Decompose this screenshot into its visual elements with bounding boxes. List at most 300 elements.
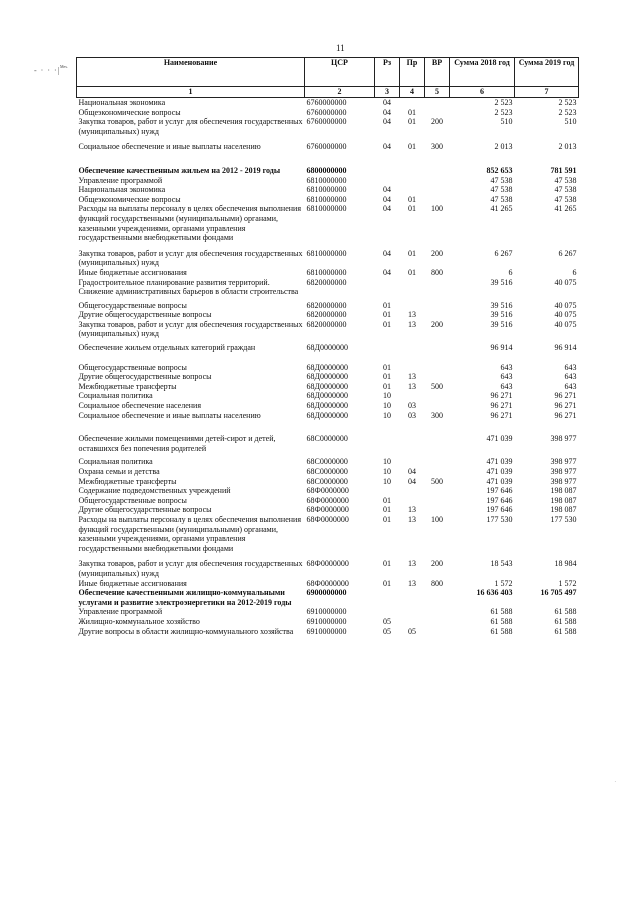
row-sum-2019: 47 538: [554, 175, 577, 185]
table-row: [77, 453, 579, 467]
table-row: [77, 108, 579, 118]
row-code: 68Д0000000: [306, 401, 348, 411]
row-pr: [400, 486, 425, 496]
row-sum-2019: 96 271: [554, 391, 577, 401]
row-code: 6760000000: [306, 142, 347, 152]
row-name: Межбюджетные трансферты: [78, 476, 177, 486]
row-sum-2018: 47 538: [490, 185, 513, 195]
table-row: [77, 477, 579, 487]
page-number: 11: [336, 43, 345, 53]
row-vr: 300: [431, 142, 443, 152]
table-row: [77, 243, 579, 268]
row-code: 68Д0000000: [306, 391, 348, 401]
row-sum-2018: 16 636 403: [476, 588, 513, 598]
row-sum-2019: 47 538: [554, 194, 577, 204]
header-vr: ВР: [425, 58, 450, 87]
row-rz: 10: [383, 410, 391, 420]
table-row: [77, 382, 579, 392]
table-row: [77, 617, 579, 627]
row-rz: [375, 420, 400, 453]
row-rz: [375, 278, 400, 297]
row-pr: 13: [408, 514, 416, 524]
header-sum-2019: Сумма 2019 год: [515, 58, 579, 87]
row-vr: [425, 278, 450, 297]
row-sum-2018: 41 265: [490, 204, 513, 214]
row-vr: [425, 176, 450, 186]
row-rz: 01: [383, 559, 391, 569]
header-row: [77, 58, 579, 87]
row-rz: 01: [383, 362, 391, 372]
row-pr: 01: [408, 117, 416, 127]
row-name: Общегосударственные вопросы: [78, 362, 187, 372]
row-code: 68Ф0000000: [306, 495, 349, 505]
row-code: 68Ф0000000: [306, 486, 349, 496]
row-rz: 04: [383, 267, 391, 277]
row-sum-2018: 6 267: [494, 248, 513, 258]
row-name: Национальная экономика: [78, 98, 166, 107]
scan-mark: ·: [614, 780, 616, 785]
row-pr: [400, 297, 425, 311]
row-name: Градостроительное планирование развития территорий. Снижение административных барьеров в области строительства: [78, 277, 299, 297]
row-sum-2019: 177 530: [550, 514, 577, 524]
row-name: Управление программой: [78, 175, 163, 185]
row-pr: 01: [408, 194, 416, 204]
row-pr: 05: [408, 626, 416, 636]
row-name: Обеспечение жильем отдельных категорий граждан: [78, 343, 256, 353]
table-row: [77, 152, 579, 176]
row-vr: 200: [431, 248, 443, 258]
row-name: Социальное обеспечение и иные выплаты населению: [78, 410, 261, 420]
header-number: 4: [400, 87, 425, 98]
table-row: [77, 297, 579, 311]
row-pr: 01: [408, 267, 416, 277]
row-code: 6810000000: [306, 204, 347, 214]
row-name: Социальное обеспечение населения: [78, 401, 201, 411]
row-sum-2019: 41 265: [554, 204, 577, 214]
row-code: 68Ф0000000: [306, 514, 349, 524]
row-sum-2019: 6 267: [558, 248, 577, 258]
row-name: Общегосударственные вопросы: [78, 495, 187, 505]
row-pr: [400, 176, 425, 186]
header-number: 3: [375, 87, 400, 98]
table-row: [77, 553, 579, 578]
row-name: Обеспечение жилыми помещениями детей-сирот и детей, оставшихся без попечения родителей: [78, 434, 276, 453]
table-row: [77, 579, 579, 589]
row-sum-2018: 47 538: [490, 175, 513, 185]
row-vr: 100: [431, 514, 443, 524]
row-code: 68Д0000000: [306, 362, 348, 372]
row-name: Социальная политика: [78, 391, 153, 401]
row-name: Другие общегосударственные вопросы: [78, 505, 212, 515]
row-code: 6910000000: [306, 626, 347, 636]
header-number: 2: [305, 87, 375, 98]
row-sum-2018: 61 588: [490, 607, 513, 617]
header-number-row: [77, 87, 579, 98]
table-row: [77, 204, 579, 242]
row-sum-2018: 471 039: [486, 434, 513, 444]
row-pr: [400, 278, 425, 297]
header-name: Наименование: [77, 58, 305, 87]
row-code: 68Д0000000: [306, 410, 348, 420]
row-vr: [425, 152, 450, 176]
row-code: 6820000000: [306, 277, 347, 287]
row-rz: [375, 486, 400, 496]
row-vr: [425, 467, 450, 477]
table-row: [77, 391, 579, 401]
row-rz: 04: [383, 142, 391, 152]
margin-tick-marks: - · · ·|: [34, 66, 61, 75]
row-code: 6810000000: [306, 248, 347, 258]
row-name: Жилищно-коммунальное хозяйство: [78, 616, 200, 626]
row-sum-2018: 61 588: [490, 626, 513, 636]
row-rz: [375, 152, 400, 176]
row-vr: [425, 185, 450, 195]
row-rz: 10: [383, 476, 391, 486]
row-name: Управление программой: [78, 607, 163, 617]
row-vr: 100: [431, 204, 443, 214]
row-sum-2019: 96 271: [554, 401, 577, 411]
row-vr: 800: [431, 267, 443, 277]
row-code: 6820000000: [306, 300, 347, 310]
table-row: [77, 401, 579, 411]
row-sum-2018: 471 039: [486, 467, 513, 476]
row-rz: 01: [383, 319, 391, 329]
header-number: 6: [450, 87, 515, 98]
row-rz: 10: [383, 457, 391, 467]
row-vr: [425, 339, 450, 353]
row-sum-2018: 197 646: [486, 486, 513, 496]
row-rz: [375, 339, 400, 353]
table-row: [77, 515, 579, 553]
row-rz: [375, 588, 400, 607]
row-pr: [400, 453, 425, 467]
row-pr: 13: [408, 505, 416, 515]
row-sum-2019: 16 705 497: [540, 588, 577, 598]
table-row: [77, 467, 579, 477]
row-sum-2019: 398 977: [550, 467, 577, 476]
row-vr: [425, 372, 450, 382]
row-sum-2019: 643: [564, 381, 577, 391]
row-name: Другие общегосударственные вопросы: [78, 310, 212, 320]
table-row: [77, 176, 579, 186]
row-sum-2019: 643: [564, 362, 577, 372]
row-vr: 800: [431, 578, 443, 588]
row-sum-2019: 40 075: [554, 277, 577, 287]
table-row: [77, 278, 579, 297]
row-sum-2018: 1 572: [494, 578, 513, 588]
row-sum-2019: 398 977: [550, 457, 577, 467]
row-sum-2019: 510: [564, 117, 577, 127]
row-code: 6810000000: [306, 194, 347, 204]
row-rz: 01: [383, 495, 391, 505]
row-vr: [425, 486, 450, 496]
table-row: [77, 505, 579, 515]
table-row: [77, 627, 579, 637]
row-rz: 04: [383, 204, 391, 214]
row-name: Закупка товаров, работ и услуг для обеспечения государственных (муниципальных) нужд: [78, 319, 303, 339]
row-pr: 04: [408, 476, 416, 486]
row-name: Общегосударственные вопросы: [78, 300, 187, 310]
table-row: [77, 98, 579, 108]
row-sum-2019: 40 075: [554, 310, 577, 320]
row-vr: [425, 627, 450, 637]
row-code: 6760000000: [306, 107, 347, 117]
row-vr: [425, 195, 450, 205]
row-name: Иные бюджетные ассигнования: [78, 578, 187, 588]
row-pr: [400, 185, 425, 195]
row-sum-2018: 39 516: [490, 310, 513, 320]
row-pr: [400, 607, 425, 617]
row-vr: [425, 98, 450, 108]
row-pr: [400, 496, 425, 506]
row-sum-2019: 47 538: [554, 185, 577, 195]
row-sum-2018: 471 039: [486, 457, 513, 467]
table-row: [77, 607, 579, 617]
table-row: [77, 496, 579, 506]
row-sum-2019: 2 013: [558, 142, 577, 152]
table-row: [77, 117, 579, 136]
row-name: Охрана семьи и детства: [78, 467, 160, 476]
row-rz: 01: [383, 372, 391, 382]
header-pr: Пр: [400, 58, 425, 87]
row-sum-2019: 61 588: [554, 616, 577, 626]
header-rz: Рз: [375, 58, 400, 87]
row-pr: [400, 98, 425, 108]
row-sum-2018: 471 039: [486, 476, 513, 486]
row-sum-2019: 40 075: [554, 300, 577, 310]
header-number: 7: [515, 87, 579, 98]
row-code: 68С0000000: [306, 476, 348, 486]
row-name: Иные бюджетные ассигнования: [78, 267, 187, 277]
row-code: 6810000000: [306, 267, 347, 277]
row-code: 6910000000: [306, 607, 347, 617]
table-body: [77, 98, 579, 637]
row-sum-2018: 47 538: [490, 194, 513, 204]
row-name: Социальное обеспечение и иные выплаты населению: [78, 142, 261, 152]
table-row: [77, 339, 579, 353]
row-code: 6760000000: [306, 117, 347, 127]
row-code: 6810000000: [306, 185, 347, 195]
row-sum-2018: 197 646: [486, 495, 513, 505]
row-sum-2018: 96 271: [490, 391, 513, 401]
table-row: [77, 420, 579, 453]
row-pr: 03: [408, 401, 416, 411]
row-sum-2019: 40 075: [554, 319, 577, 329]
row-name: Межбюджетные трансферты: [78, 381, 177, 391]
row-sum-2019: 6: [572, 267, 577, 277]
row-sum-2018: 510: [500, 117, 513, 127]
table-row: [77, 195, 579, 205]
row-code: 68Ф0000000: [306, 559, 349, 569]
row-sum-2018: 39 516: [490, 300, 513, 310]
row-code: 68Д0000000: [306, 343, 348, 353]
row-sum-2018: 6: [508, 267, 513, 277]
row-pr: 13: [408, 372, 416, 382]
row-rz: 04: [383, 248, 391, 258]
row-code: 68Д0000000: [306, 381, 348, 391]
row-sum-2019: 781 591: [550, 165, 577, 175]
row-vr: 500: [431, 476, 443, 486]
row-rz: 10: [383, 401, 391, 411]
row-sum-2018: 2 523: [494, 107, 513, 117]
row-rz: 05: [383, 626, 391, 636]
row-vr: [425, 108, 450, 118]
row-sum-2019: 198 087: [550, 486, 577, 496]
row-rz: 04: [383, 107, 391, 117]
row-code: 68С0000000: [306, 457, 348, 467]
row-vr: 300: [431, 410, 443, 420]
budget-table: [76, 57, 579, 636]
row-vr: [425, 496, 450, 506]
row-pr: 13: [408, 578, 416, 588]
row-vr: [425, 617, 450, 627]
row-name: Национальная экономика: [78, 185, 166, 195]
row-vr: 200: [431, 117, 443, 127]
table-row: [77, 588, 579, 607]
row-name: Закупка товаров, работ и услуг для обеспечения государственных (муниципальных) нужд: [78, 559, 303, 578]
row-code: 6820000000: [306, 310, 347, 320]
row-sum-2018: 39 516: [490, 319, 513, 329]
row-rz: 10: [383, 391, 391, 401]
row-sum-2019: 96 271: [554, 410, 577, 420]
row-sum-2018: 643: [500, 381, 513, 391]
row-rz: 04: [383, 117, 391, 127]
row-rz: 05: [383, 616, 391, 626]
row-code: 68Д0000000: [306, 372, 348, 382]
row-sum-2018: 852 653: [486, 165, 513, 175]
row-name: Обеспечение качественными жилищно-коммунальными услугами и развитие электроэнергетики на 2012-2019 годы: [78, 588, 292, 607]
row-pr: [400, 391, 425, 401]
row-rz: 01: [383, 300, 391, 310]
row-sum-2019: 1 572: [558, 578, 577, 588]
table-row: [77, 372, 579, 382]
row-sum-2019: 198 087: [550, 495, 577, 505]
row-name: Социальная политика: [78, 457, 153, 467]
row-name: Расходы на выплаты персоналу в целях обеспечения выполнения функций государственными (муниципальными) органами, казенными учреждениями, органами управления государственными внебюджетными фондами: [78, 514, 301, 553]
row-code: 6800000000: [306, 165, 347, 175]
row-sum-2019: 643: [564, 372, 577, 382]
row-sum-2019: 61 588: [554, 626, 577, 636]
row-code: 6910000000: [306, 616, 347, 626]
table-row: [77, 136, 579, 152]
row-name: Содержание подведомственных учреждений: [78, 486, 231, 496]
row-pr: 04: [408, 467, 416, 476]
row-code: 6760000000: [306, 98, 347, 107]
header-sum-2018: Сумма 2018 год: [450, 58, 515, 87]
row-sum-2019: 2 523: [558, 107, 577, 117]
row-vr: [425, 353, 450, 373]
row-rz: 01: [383, 505, 391, 515]
row-sum-2018: 61 588: [490, 616, 513, 626]
row-pr: [400, 339, 425, 353]
header-number: 1: [77, 87, 305, 98]
row-rz: 01: [383, 381, 391, 391]
row-name: Другие вопросы в области жилищно-коммунального хозяйства: [78, 626, 294, 636]
row-sum-2019: 198 087: [550, 505, 577, 515]
side-label: Mes.: [60, 64, 68, 69]
row-name: Общеэкономические вопросы: [78, 107, 181, 117]
row-sum-2019: 61 588: [554, 607, 577, 617]
row-pr: 13: [408, 559, 416, 569]
row-pr: [400, 588, 425, 607]
row-pr: [400, 152, 425, 176]
row-rz: 04: [383, 194, 391, 204]
row-sum-2018: 177 530: [486, 514, 513, 524]
row-name: Закупка товаров, работ и услуг для обеспечения государственных (муниципальных) нужд: [78, 248, 303, 268]
row-name: Расходы на выплаты персоналу в целях обеспечения выполнения функций государственными (муниципальными) органами, казенными учреждениями, органами управления государственными внебюджетными фондами: [78, 204, 301, 243]
row-code: 68С0000000: [306, 434, 348, 444]
header-code: ЦСР: [305, 58, 375, 87]
row-vr: [425, 420, 450, 453]
row-code: 68С0000000: [306, 467, 348, 476]
row-vr: 200: [431, 559, 443, 569]
row-pr: [400, 617, 425, 627]
row-pr: 01: [408, 142, 416, 152]
row-sum-2019: 18 984: [554, 559, 577, 569]
row-sum-2018: 643: [500, 362, 513, 372]
row-sum-2019: 398 977: [550, 476, 577, 486]
row-rz: 04: [383, 185, 391, 195]
row-sum-2019: 96 914: [554, 343, 577, 353]
row-pr: 01: [408, 248, 416, 258]
row-pr: 03: [408, 410, 416, 420]
row-rz: [375, 607, 400, 617]
row-name: Другие общегосударственные вопросы: [78, 372, 212, 382]
table-row: [77, 268, 579, 278]
row-vr: [425, 453, 450, 467]
row-rz: 01: [383, 514, 391, 524]
row-code: 68Ф0000000: [306, 578, 349, 588]
row-vr: [425, 310, 450, 320]
row-sum-2018: 643: [500, 372, 513, 382]
table-row: [77, 310, 579, 320]
row-rz: [375, 176, 400, 186]
row-vr: [425, 588, 450, 607]
row-vr: [425, 297, 450, 311]
row-vr: 500: [431, 381, 443, 391]
row-rz: 01: [383, 310, 391, 320]
row-pr: [400, 420, 425, 453]
row-vr: [425, 505, 450, 515]
row-code: 68Ф0000000: [306, 505, 349, 515]
row-pr: 13: [408, 310, 416, 320]
row-rz: 10: [383, 467, 391, 476]
table-row: [77, 411, 579, 421]
table-row: [77, 486, 579, 496]
row-sum-2018: 2 013: [494, 142, 513, 152]
row-vr: [425, 391, 450, 401]
row-rz: 01: [383, 578, 391, 588]
row-vr: [425, 607, 450, 617]
row-pr: [400, 353, 425, 373]
row-pr: 01: [408, 107, 416, 117]
row-sum-2018: 96 271: [490, 410, 513, 420]
row-code: 6820000000: [306, 319, 347, 329]
row-sum-2019: 2 523: [558, 98, 577, 107]
row-pr: 13: [408, 381, 416, 391]
table-row: [77, 353, 579, 373]
row-sum-2018: 197 646: [486, 505, 513, 515]
row-code: 6900000000: [306, 588, 347, 598]
row-name: Обеспечение качественным жильем на 2012 - 2019 годы: [78, 165, 281, 175]
table-row: [77, 185, 579, 195]
row-name: Закупка товаров, работ и услуг для обеспечения государственных (муниципальных) нужд: [78, 117, 303, 136]
table-row: [77, 320, 579, 339]
row-sum-2018: 39 516: [490, 277, 513, 287]
row-rz: 04: [383, 98, 391, 107]
row-code: 6810000000: [306, 175, 347, 185]
row-sum-2018: 96 271: [490, 401, 513, 411]
